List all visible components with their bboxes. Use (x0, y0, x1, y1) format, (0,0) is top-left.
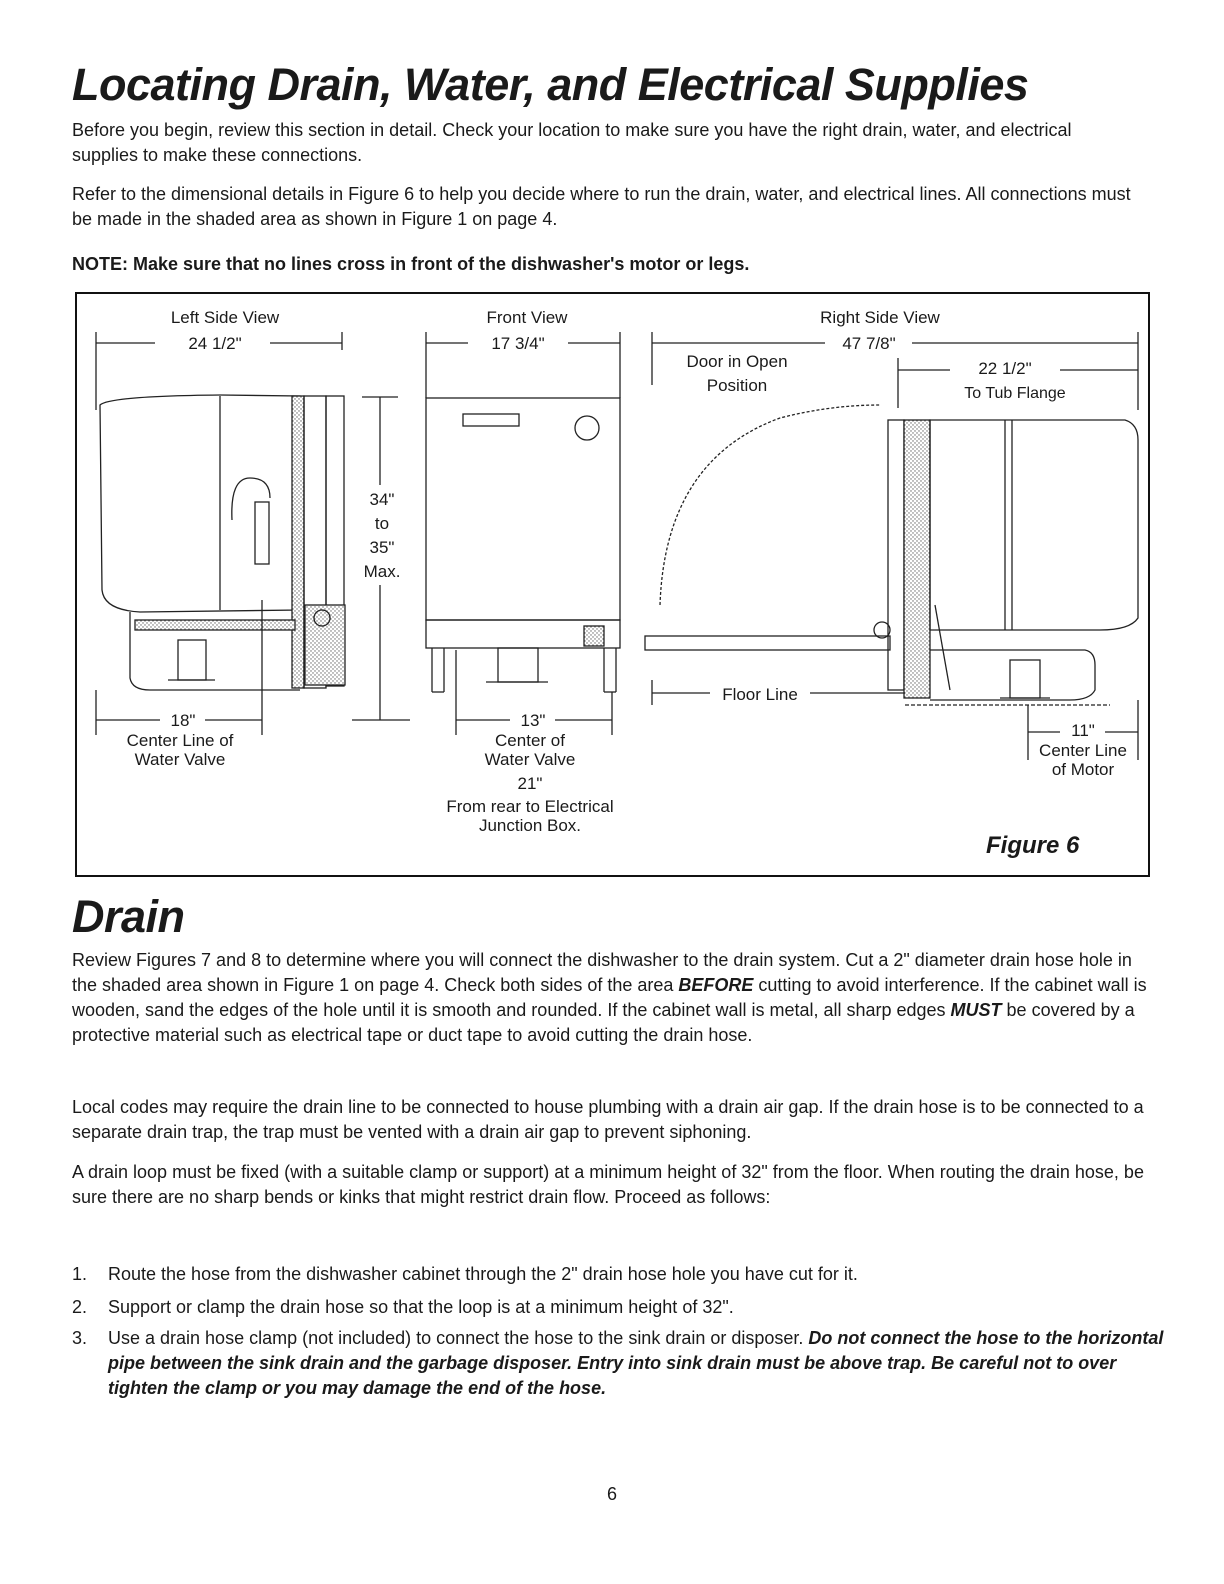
flange-label: To Tub Flange (964, 385, 1066, 402)
left-view-title: Left Side View (170, 308, 280, 327)
left-depth-dimension: 24 1/2" (188, 334, 242, 353)
drain-paragraph-2: Local codes may require the drain line to be connected to house plumbing with a drain air gap. If the drain hose is to be connected to a separate drain trap, the trap must be vented with a drain air gap to prevent siphoning. (72, 1097, 1144, 1142)
intro-paragraph: Before you begin, review this section in detail. Check your location to make sure you have the right drain, water, and electrical supplies to make these connections. (72, 120, 1072, 165)
step-1 (72, 1262, 1172, 1288)
front-view-drawing (426, 332, 620, 735)
drain-p1-must: MUST (950, 1000, 1002, 1020)
height-dimension-1: 34" (369, 490, 395, 509)
door-label-1: Door in Open (686, 352, 788, 371)
step-1-number: 1. (72, 1264, 88, 1284)
section-title: Locating Drain, Water, and Electrical Supplies (72, 59, 1029, 110)
step-2-number: 2. (72, 1297, 88, 1317)
drain-p1-c: cutting to avoid interference. If the cabinet wall is wooden, sand the edges of the hole until it is smooth and rounded. If the cabinet wall is metal, all sharp edges (72, 975, 1147, 1020)
note-text: NOTE: Make sure that no lines cross in front of the dishwasher's motor or legs. (72, 254, 750, 274)
step-3-number: 3. (72, 1328, 88, 1348)
step-2 (72, 1295, 1172, 1321)
right-view-title: Right Side View (820, 308, 940, 327)
drain-title: Drain (72, 891, 185, 942)
junction-dimension: 21" (517, 774, 543, 793)
front-view-title: Front View (486, 308, 568, 327)
motor-label-1: Center Line (1039, 741, 1127, 760)
floor-line-label: Floor Line (722, 685, 798, 704)
drain-p1-a: Review Figures 7 and 8 to determine where you will connect the dishwasher to the drain system. Cut a 2" diameter drain hose hole in the shaded area shown in Figure 1 on page 4. Check both sides of the area (72, 950, 1132, 995)
door-label-2: Position (706, 376, 768, 395)
drain-p1-e: be covered by a protective material such as electrical tape or duct tape to avoid cutting the drain hose. (72, 1000, 1135, 1045)
front-valve-dimension: 13" (520, 711, 546, 730)
left-valve-dimension: 18" (170, 711, 196, 730)
motor-dimension: 11" (1071, 721, 1095, 740)
front-width-dimension: 17 3/4" (491, 334, 545, 353)
flange-dimension: 22 1/2" (978, 359, 1032, 378)
height-dimension-max: Max. (363, 562, 401, 581)
figure-caption: Figure 6 (986, 832, 1080, 859)
step-3 (72, 1326, 1172, 1436)
dimension-paragraph: Refer to the dimensional details in Figure 6 to help you decide where to run the drain, water, and electrical lines. All connections must be made in the shaded area as shown in Figure 1 on page 4. (72, 184, 1131, 229)
height-dimension-2: 35" (369, 538, 395, 557)
left-valve-label-2: Water Valve (134, 750, 226, 769)
step-3-text: Use a drain hose clamp (not included) to connect the hose to the sink drain or disposer. (108, 1328, 809, 1348)
step-3-warning: Do not connect the hose to the horizontal pipe between the sink drain and the garbage disposer. Entry into sink drain must be above trap. Be careful not to over tighten the clamp or you may damage the end of the hose. (108, 1328, 1164, 1398)
front-valve-label-1: Center of (495, 731, 565, 750)
step-2-text: Support or clamp the drain hose so that the loop is at a minimum height of 32". (108, 1297, 734, 1317)
junction-label-2: Junction Box. (478, 816, 582, 835)
junction-label-1: From rear to Electrical (446, 797, 614, 816)
drain-paragraph-3: A drain loop must be fixed (with a suitable clamp or support) at a minimum height of 32" from the floor. When routing the drain hose, be sure there are no sharp bends or kinks that might restrict drain flow. Proceed as follows: (72, 1162, 1144, 1207)
height-dimension-to: to (374, 514, 390, 533)
drain-paragraph-1 (72, 948, 1152, 1048)
step-1-text: Route the hose from the dishwasher cabinet through the 2" drain hose hole you have cut for it. (108, 1264, 858, 1284)
motor-label-2: of Motor (1051, 760, 1115, 779)
drain-p1-before: BEFORE (678, 975, 754, 995)
page-number: 6 (606, 1484, 617, 1504)
left-valve-label-1: Center Line of (126, 731, 234, 750)
door-dimension: 47 7/8" (842, 334, 896, 353)
front-valve-label-2: Water Valve (484, 750, 576, 769)
